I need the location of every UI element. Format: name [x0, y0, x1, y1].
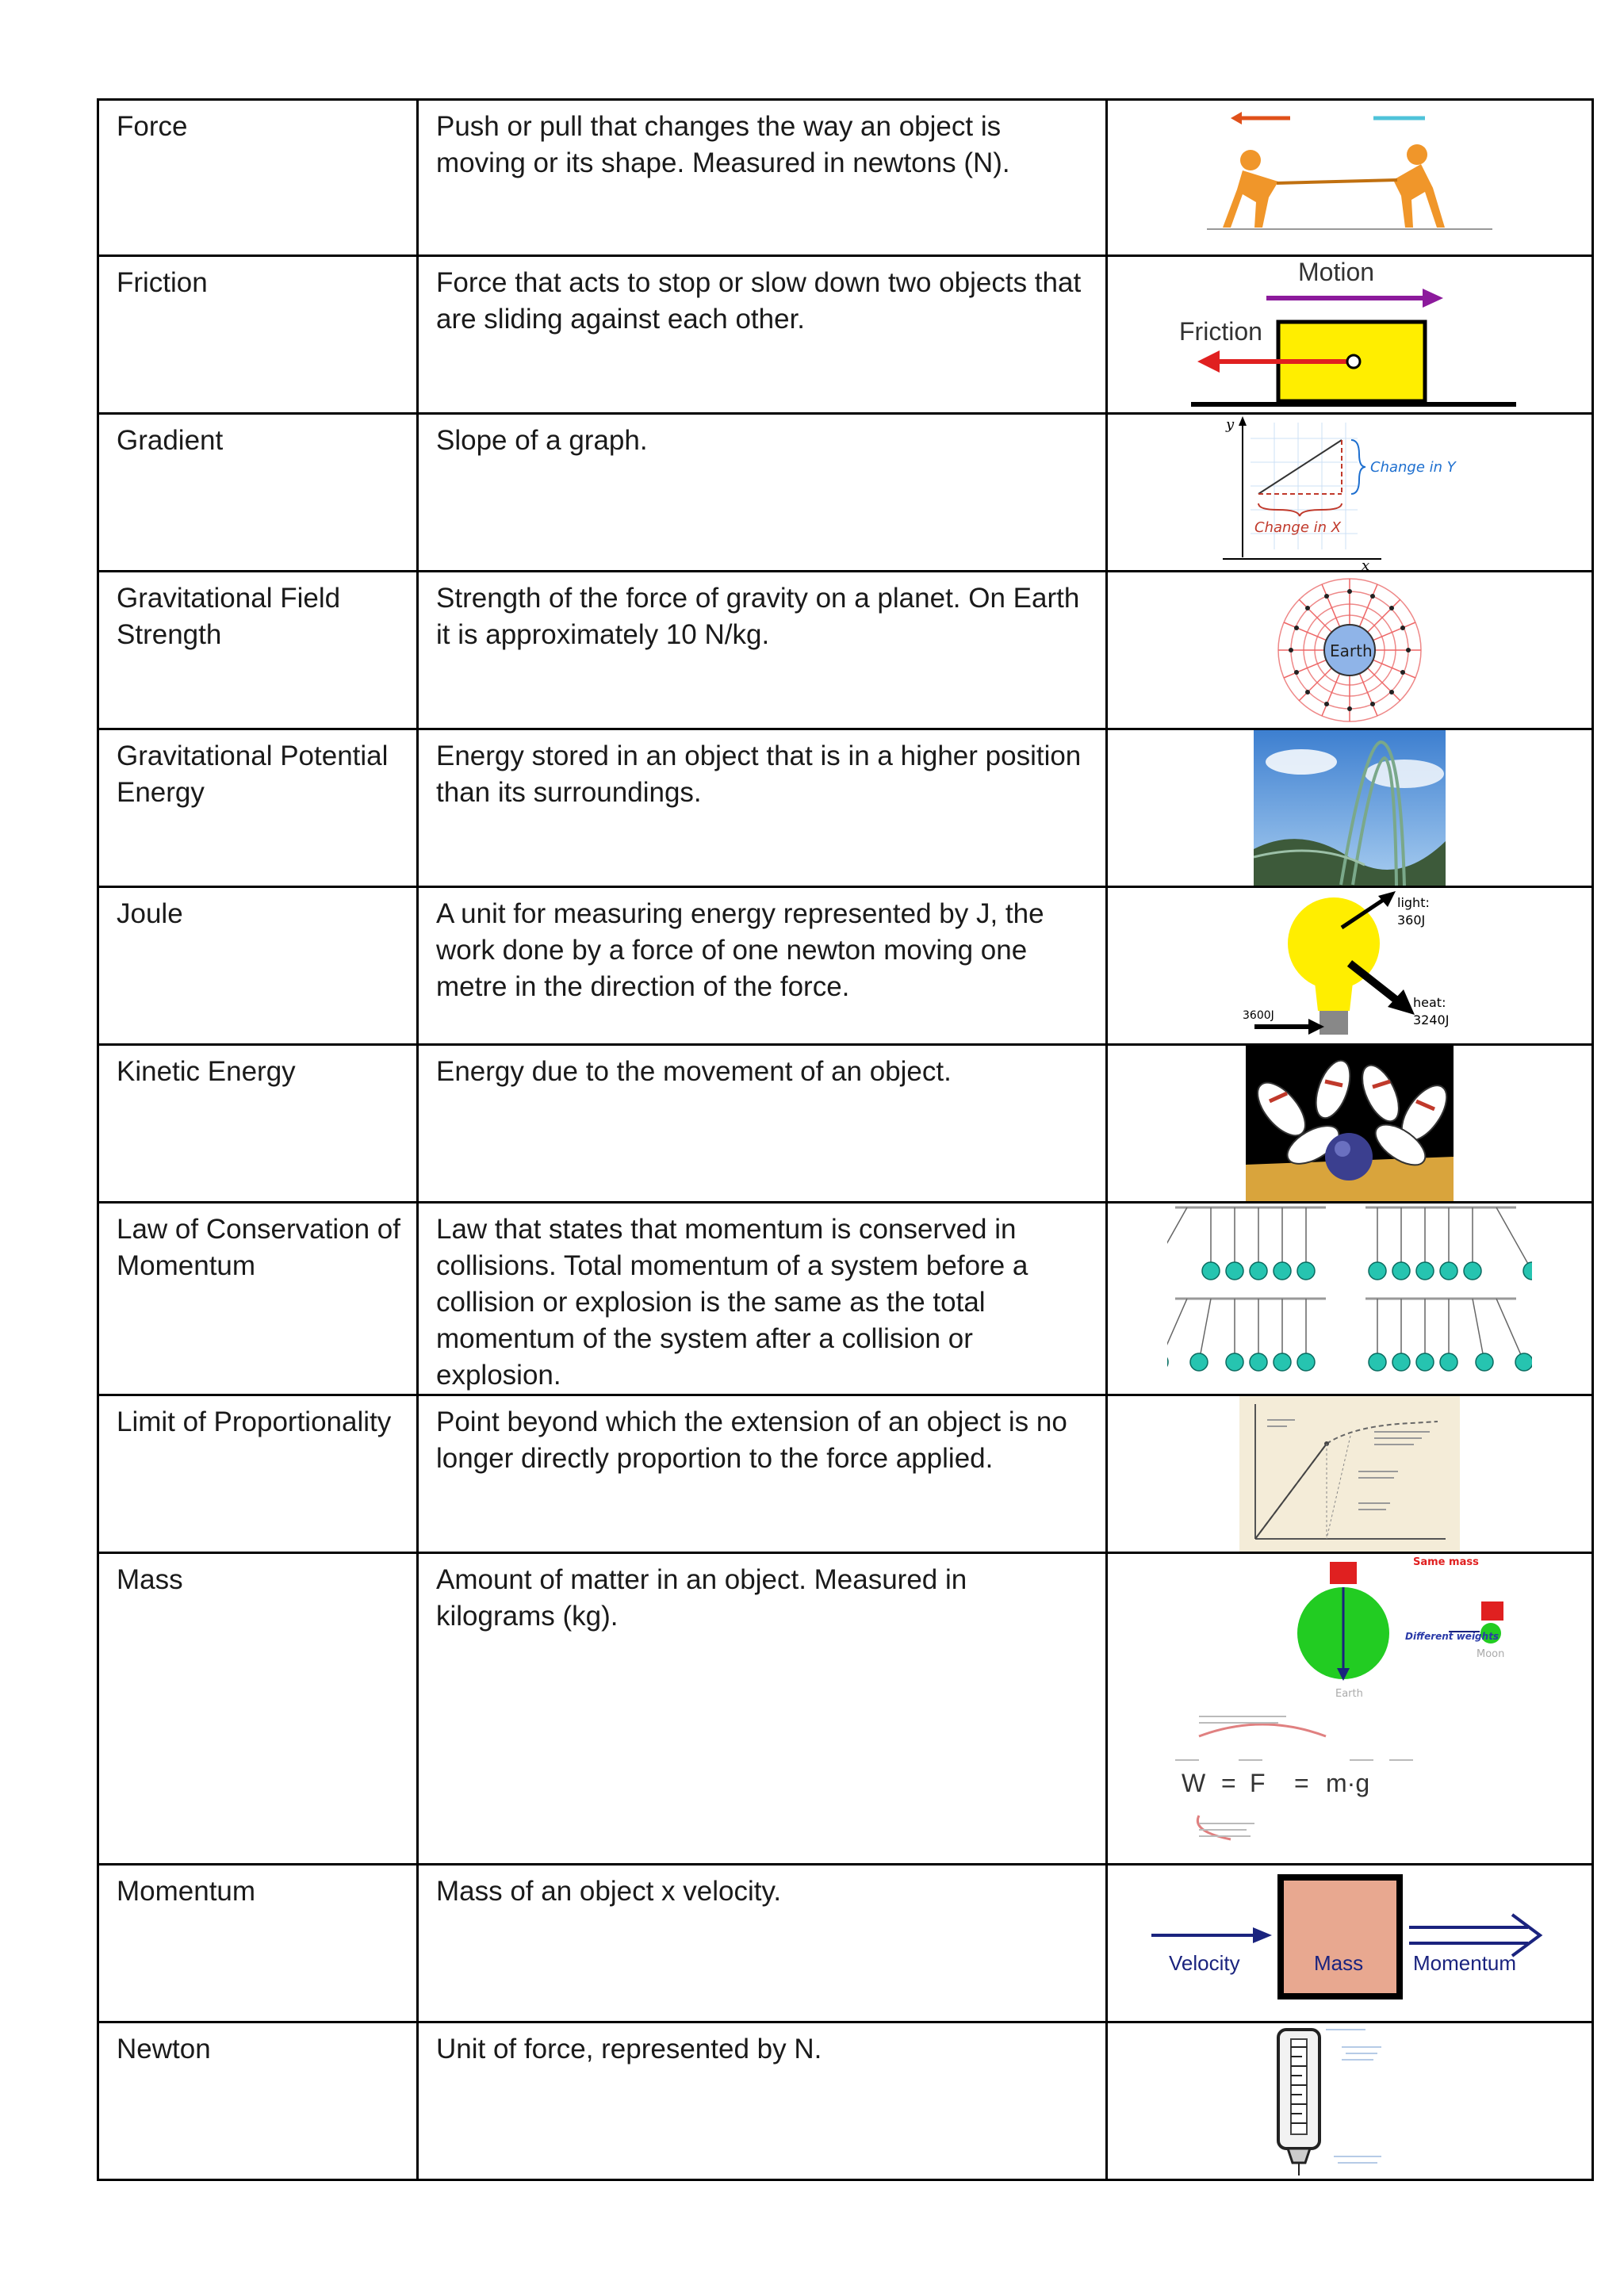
image-cell — [1107, 2022, 1593, 2180]
table-row — [98, 1553, 1593, 1865]
heat-value: 3240J — [1413, 1012, 1450, 1027]
image-cell — [1107, 1395, 1593, 1553]
table-row — [98, 1865, 1593, 2022]
definition-cell: Energy due to the movement of an object. — [418, 1045, 1107, 1203]
image-cell — [1107, 414, 1593, 572]
table-row — [98, 729, 1593, 887]
weight-symbol: W — [1182, 1769, 1206, 1797]
image-cell — [1107, 256, 1593, 414]
mass-label: Mass — [1314, 1951, 1364, 1975]
definition-cell: Strength of the force of gravity on a planet. On Earth it is approximately 10 N/kg. — [418, 572, 1107, 729]
mass-weight-diagram — [1167, 1554, 1532, 1863]
earth-label: Earth — [1330, 641, 1373, 660]
momentum-diagram — [1151, 1866, 1548, 2021]
definition-cell: Force that acts to stop or slow down two objects that are sliding against each other. — [418, 256, 1107, 414]
equals-sign-2: = — [1294, 1769, 1309, 1797]
definition-cell: Push or pull that changes the way an object is moving or its shape. Measured in newtons (N). — [418, 100, 1107, 256]
same-mass-label: Same mass — [1413, 1556, 1479, 1568]
input-energy-label: 3600J — [1243, 1009, 1274, 1022]
term-cell: Gravitational Potential Energy — [98, 729, 418, 887]
term-cell: Gravitational Field Strength — [98, 572, 418, 729]
term-cell: Mass — [98, 1553, 418, 1865]
table-row — [98, 1395, 1593, 1553]
image-cell — [1107, 1553, 1593, 1865]
roller-coaster-photo — [1254, 730, 1446, 886]
term-cell: Momentum — [98, 1865, 418, 2022]
definition-cell: A unit for measuring energy represented by J, the work done by a force of one newton moving one metre in the direction of the force. — [418, 887, 1107, 1045]
term-cell: Kinetic Energy — [98, 1045, 418, 1203]
term-cell: Joule — [98, 887, 418, 1045]
image-cell — [1107, 887, 1593, 1045]
x-axis-label: x — [1362, 557, 1370, 570]
earth-label: Earth — [1335, 1688, 1363, 1700]
table-row — [98, 1203, 1593, 1395]
definition-cell: Amount of matter in an object. Measured in kilograms (kg). — [418, 1553, 1107, 1865]
image-cell — [1107, 1865, 1593, 2022]
table-row — [98, 100, 1593, 256]
earth-field-diagram — [1266, 572, 1433, 728]
moon-label: Moon — [1477, 1648, 1505, 1660]
table-row — [98, 2022, 1593, 2180]
image-cell — [1107, 100, 1593, 256]
definition-cell: Energy stored in an object that is in a higher position than its surroundings. — [418, 729, 1107, 887]
table-row — [98, 887, 1593, 1045]
table-row — [98, 256, 1593, 414]
glossary-table — [97, 98, 1594, 2181]
term-cell: Newton — [98, 2022, 418, 2180]
heat-label: heat: — [1413, 995, 1446, 1010]
definition-cell: Slope of a graph. — [418, 414, 1107, 572]
term-cell: Gradient — [98, 414, 418, 572]
y-axis-label: y — [1226, 416, 1235, 433]
motion-label: Motion — [1298, 258, 1375, 286]
spring-extension-graph — [1239, 1396, 1460, 1552]
definition-cell: Law that states that momentum is conserved in collisions. Total momentum of a system before a collision or explosion is the same as the total momentum of the system after a collision or explosion. — [418, 1203, 1107, 1395]
tug-of-war-illustration — [1207, 101, 1492, 251]
table-row — [98, 1045, 1593, 1203]
image-cell — [1107, 729, 1593, 887]
term-cell: Friction — [98, 256, 418, 414]
image-cell — [1107, 572, 1593, 729]
image-cell — [1107, 1045, 1593, 1203]
newtons-cradle-diagram — [1167, 1203, 1532, 1386]
bowling-illustration — [1246, 1046, 1454, 1201]
term-cell: Law of Conservation of Momentum — [98, 1203, 418, 1395]
change-in-y-label: Change in Y — [1370, 459, 1456, 476]
term-cell: Force — [98, 100, 418, 256]
light-bulb-energy-diagram — [1239, 888, 1461, 1043]
equals-sign-1: = — [1221, 1769, 1236, 1797]
light-label: light: — [1397, 895, 1430, 910]
force-symbol: F — [1250, 1769, 1266, 1797]
newton-meter-diagram — [1270, 2023, 1429, 2179]
friction-diagram — [1175, 257, 1524, 412]
momentum-label: Momentum — [1413, 1951, 1517, 1975]
image-cell — [1107, 1203, 1593, 1395]
definition-cell: Point beyond which the extension of an object is no longer directly proportion to the force applied. — [418, 1395, 1107, 1553]
mass-times-g: m·g — [1326, 1769, 1370, 1797]
gradient-graph — [1215, 415, 1484, 570]
change-in-x-label: Change in X — [1254, 519, 1342, 536]
friction-label: Friction — [1179, 317, 1262, 346]
light-value: 360J — [1397, 913, 1426, 928]
velocity-label: Velocity — [1169, 1951, 1240, 1975]
definition-cell: Mass of an object x velocity. — [418, 1865, 1107, 2022]
table-row — [98, 572, 1593, 729]
table-row — [98, 414, 1593, 572]
term-cell: Limit of Proportionality — [98, 1395, 418, 1553]
different-weights-label: Different weights — [1405, 1631, 1500, 1642]
definition-cell: Unit of force, represented by N. — [418, 2022, 1107, 2180]
